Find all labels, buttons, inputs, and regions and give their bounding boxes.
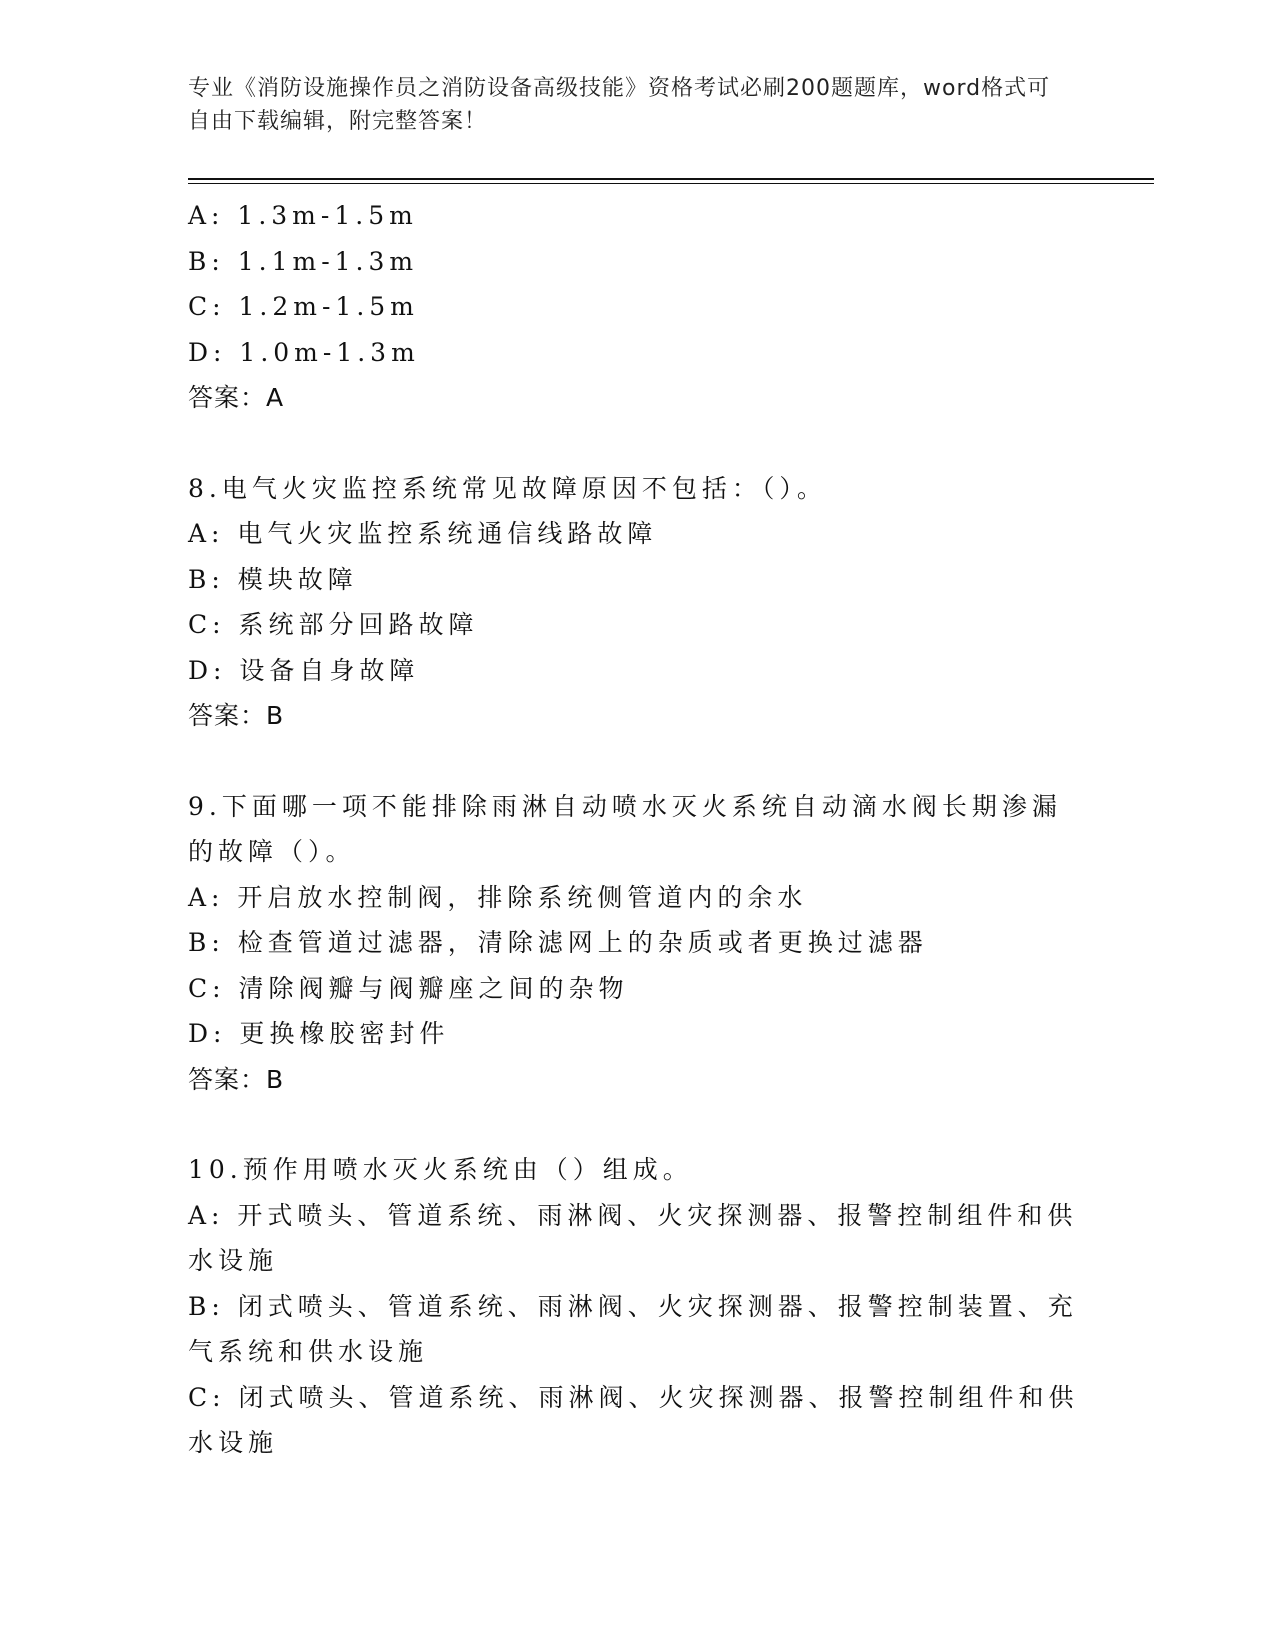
question-gap xyxy=(188,739,1088,784)
option-a: A: 开式喷头、管道系统、雨淋阀、火灾探测器、报警控制组件和供水设施 xyxy=(188,1200,1078,1275)
option-a: A: 1.3m-1.5m xyxy=(188,201,418,230)
option-b: B: 闭式喷头、管道系统、雨淋阀、火灾探测器、报警控制装置、充气系统和供水设施 xyxy=(188,1291,1078,1366)
option-c: C: 1.2m-1.5m xyxy=(188,292,419,321)
question-gap xyxy=(188,421,1088,466)
question-stem: 8.电气火灾监控系统常见故障原因不包括：（）。 xyxy=(188,473,827,503)
option-c: C: 闭式喷头、管道系统、雨淋阀、火灾探测器、报警控制组件和供水设施 xyxy=(188,1382,1079,1457)
option-d: D: 更换橡胶密封件 xyxy=(188,1019,450,1048)
option-b: B: 检查管道过滤器，清除滤网上的杂质或者更换过滤器 xyxy=(188,928,928,957)
question-10 xyxy=(188,1147,1088,1466)
question-7-tail xyxy=(188,193,1088,421)
answer-line: 答案：A xyxy=(188,383,285,412)
question-content xyxy=(188,193,1088,1466)
question-9 xyxy=(188,784,1088,1103)
option-d: D: 设备自身故障 xyxy=(188,655,420,685)
option-a: A: 电气火灾监控系统通信线路故障 xyxy=(188,519,658,548)
option-b: B: 模块故障 xyxy=(188,564,358,594)
option-d: D: 1.0m-1.3m xyxy=(188,337,420,367)
option-c: C: 清除阀瓣与阀瓣座之间的杂物 xyxy=(188,973,629,1003)
option-a: A: 开启放水控制阀，排除系统侧管道内的余水 xyxy=(188,882,808,912)
header-divider-thick xyxy=(188,178,1154,180)
answer-line: 答案：B xyxy=(188,701,285,730)
answer-line: 答案：B xyxy=(188,1064,285,1094)
question-stem: 9.下面哪一项不能排除雨淋自动喷水灭火系统自动滴水阀长期渗漏的故障（）。 xyxy=(188,791,1062,866)
document-header-title: 专业《消防设施操作员之消防设备高级技能》资格考试必刷200题题库，word格式可自由下载编辑，附完整答案！ xyxy=(188,76,1051,134)
question-stem: 10.预作用喷水灭火系统由（）组成。 xyxy=(188,1155,693,1184)
header-divider-thin xyxy=(188,183,1154,184)
option-c: C: 系统部分回路故障 xyxy=(188,610,479,639)
question-gap xyxy=(188,1102,1088,1147)
question-8 xyxy=(188,466,1088,739)
option-b: B: 1.1m-1.3m xyxy=(188,246,419,276)
